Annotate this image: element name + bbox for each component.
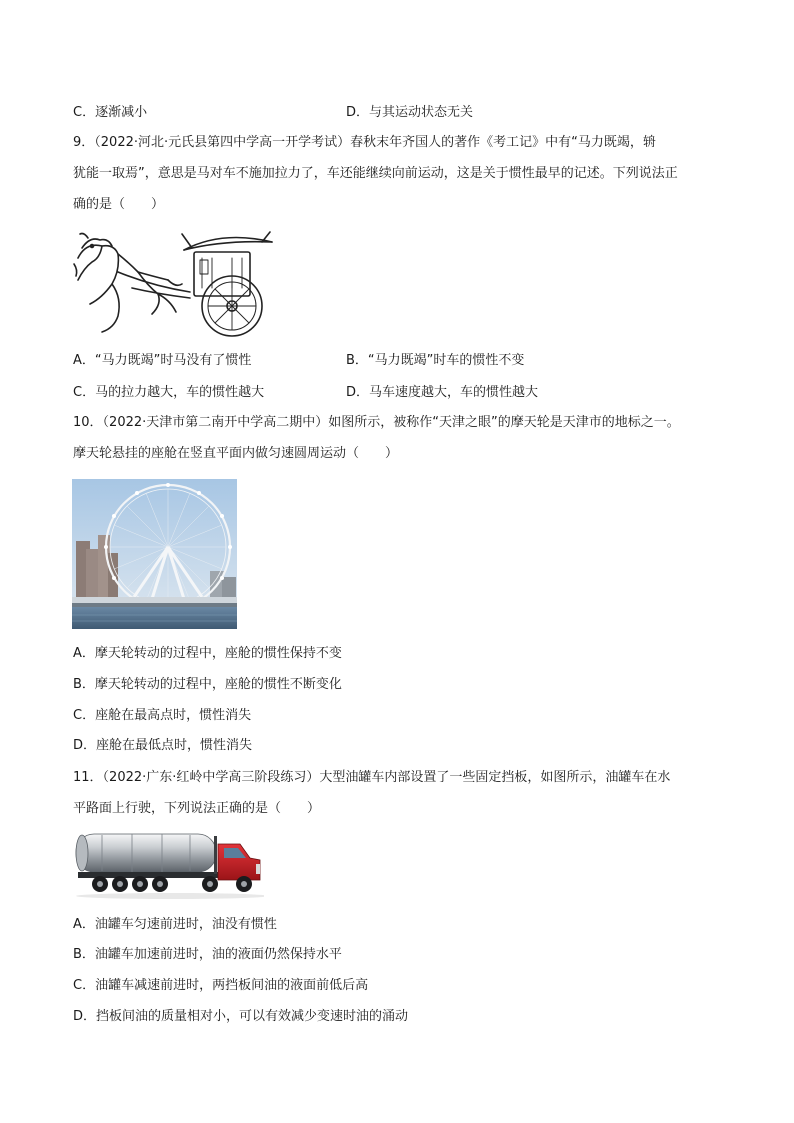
q9-stem-line2: 犹能一取焉”，意思是马对车不施加拉力了，车还能继续向前运动，这是关于惯性最早的记述。下列说法正 (73, 166, 678, 181)
q8-option-d: D．与其运动状态无关 (346, 105, 474, 120)
q9-stem-line1: 9．（2022·河北·元氏县第四中学高一开学考试）春秋末年齐国人的著作《考工记》中有“马力既竭，辀 (73, 135, 656, 150)
q9-option-b: B．“马力既竭”时车的惯性不变 (346, 353, 525, 368)
horse-chariot-illustration (72, 228, 274, 340)
q9-option-a: A．“马力既竭”时马没有了惯性 (73, 353, 252, 368)
tianjin-eye-ferris-wheel-photo (72, 479, 237, 629)
oil-tanker-truck-image (72, 826, 264, 900)
q10-option-b: B．摩天轮转动的过程中，座舱的惯性不断变化 (73, 677, 342, 692)
q9-option-c: C．马的拉力越大，车的惯性越大 (73, 385, 265, 400)
q9-stem-line3: 确的是（ ） (73, 197, 165, 212)
q11-option-a: A．油罐车匀速前进时，油没有惯性 (73, 917, 277, 932)
q10-option-c: C．座舱在最高点时，惯性消失 (73, 708, 252, 723)
q9-option-d: D．马车速度越大，车的惯性越大 (346, 385, 539, 400)
q10-stem-line2: 摩天轮悬挂的座舱在竖直平面内做匀速圆周运动（ ） (73, 446, 399, 461)
q11-option-d: D．挡板间油的质量相对小，可以有效减少变速时油的涌动 (73, 1009, 409, 1024)
q11-option-c: C．油罐车减速前进时，两挡板间油的液面前低后高 (73, 978, 369, 993)
q10-option-a: A．摩天轮转动的过程中，座舱的惯性保持不变 (73, 646, 342, 661)
q10-stem-line1: 10．（2022·天津市第二南开中学高二期中）如图所示，被称作“天津之眼”的摩天轮是天津市的地标之一。 (73, 415, 680, 430)
q11-option-b: B．油罐车加速前进时，油的液面仍然保持水平 (73, 947, 342, 962)
q11-stem-line2: 平路面上行驶，下列说法正确的是（ ） (73, 801, 321, 816)
q11-stem-line1: 11．（2022·广东·红岭中学高三阶段练习）大型油罐车内部设置了一些固定挡板，如图所示，油罐车在水 (73, 770, 671, 785)
q8-option-c: C．逐渐减小 (73, 105, 148, 120)
q10-option-d: D．座舱在最低点时，惯性消失 (73, 738, 253, 753)
